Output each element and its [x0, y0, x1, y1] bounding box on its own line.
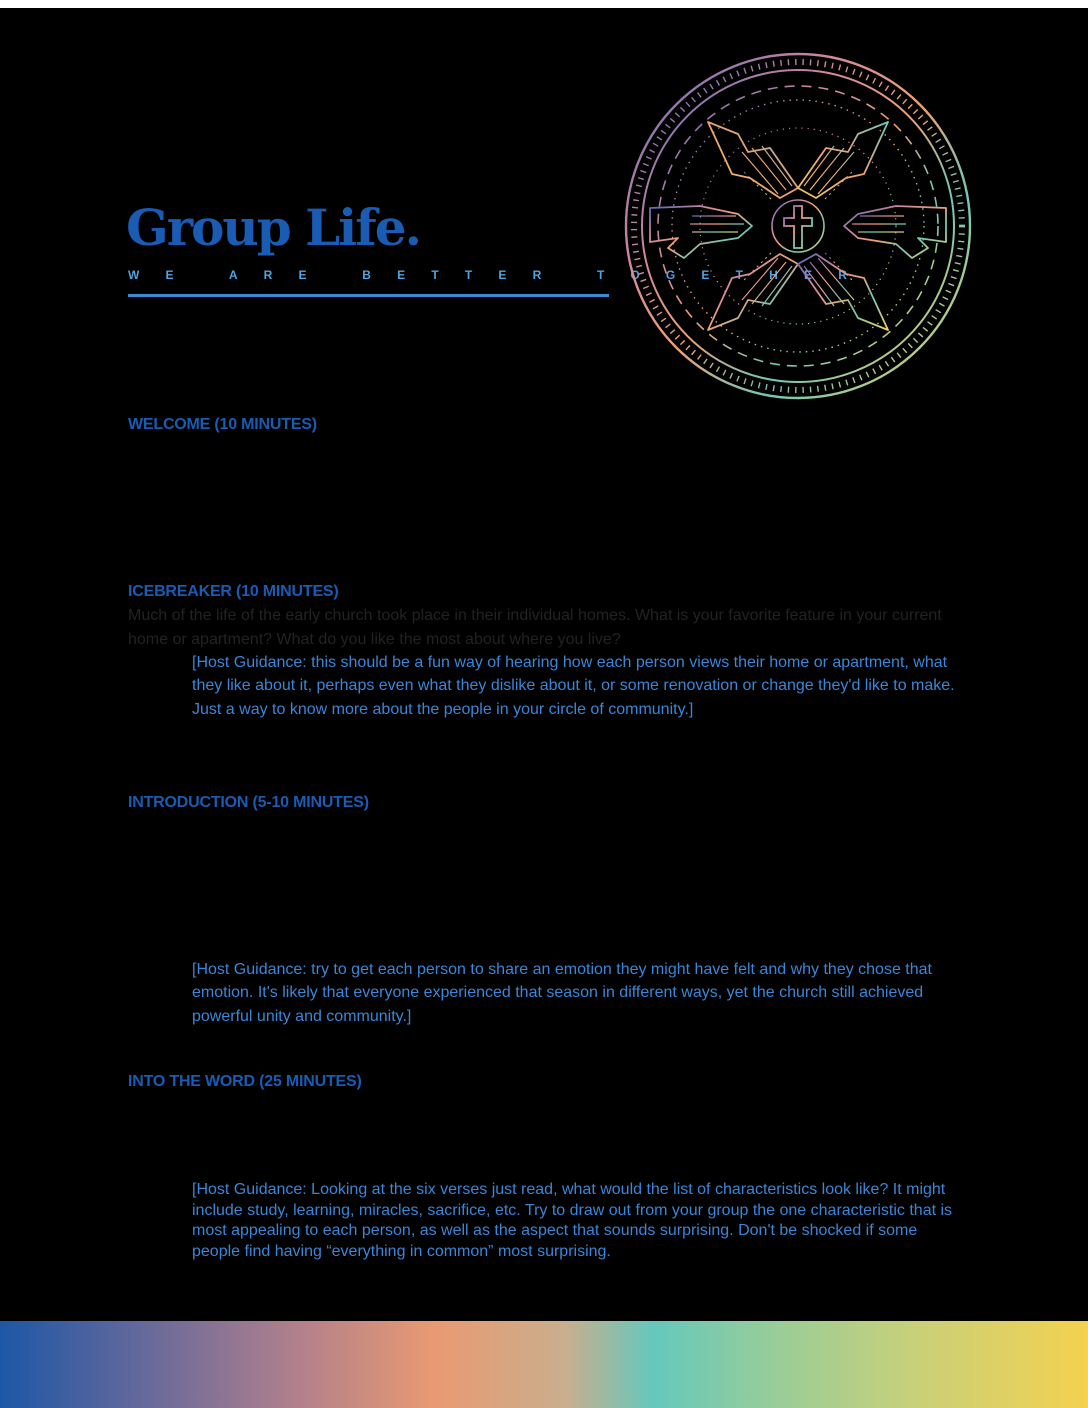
page-title: Group Life. [126, 198, 420, 257]
introduction-host-guidance: [Host Guidance: try to get each person to share an emotion they might have felt and why they chose that emotion. It's likely that everyone experienced that season in different ways, yet the church still achieved powerful unity and community.] [192, 961, 932, 1025]
welcome-heading: WELCOME (10 MINUTES) [128, 416, 317, 433]
hands-cross-circle-emblem-icon [620, 48, 976, 404]
page-tagline: WE ARE BETTER TOGETHER [128, 268, 874, 282]
introduction-heading: INTRODUCTION (5-10 MINUTES) [128, 794, 369, 811]
icebreaker-host-guidance: [Host Guidance: this should be a fun way of hearing how each person views their home or apartment, what they like about it, perhaps even what they dislike about it, or some renovation or change they'd like to make. Just a way to know more about the people in your circle of community.] [192, 654, 955, 718]
footer-gradient-bar [0, 1321, 1088, 1408]
title-underline-divider [128, 294, 609, 297]
into-the-word-host-guidance: [Host Guidance: Looking at the six verses just read, what would the list of characteristics look like? It might include study, learning, miracles, sacrifice, etc. Try to draw out from your group the one characteristic that is most appealing to each person, as well as the aspect that sounds surprising. Don't be shocked if some people find having “everything in common” most surprising. [192, 1181, 953, 1261]
into-the-word-heading: INTO THE WORD (25 MINUTES) [128, 1073, 362, 1090]
document-page [0, 8, 1088, 1408]
icebreaker-heading: ICEBREAKER (10 MINUTES) [128, 583, 339, 600]
icebreaker-body: Much of the life of the early church took place in their individual homes. What is your favorite feature in your current home or apartment? What do you like the most about where you live? [128, 607, 942, 648]
